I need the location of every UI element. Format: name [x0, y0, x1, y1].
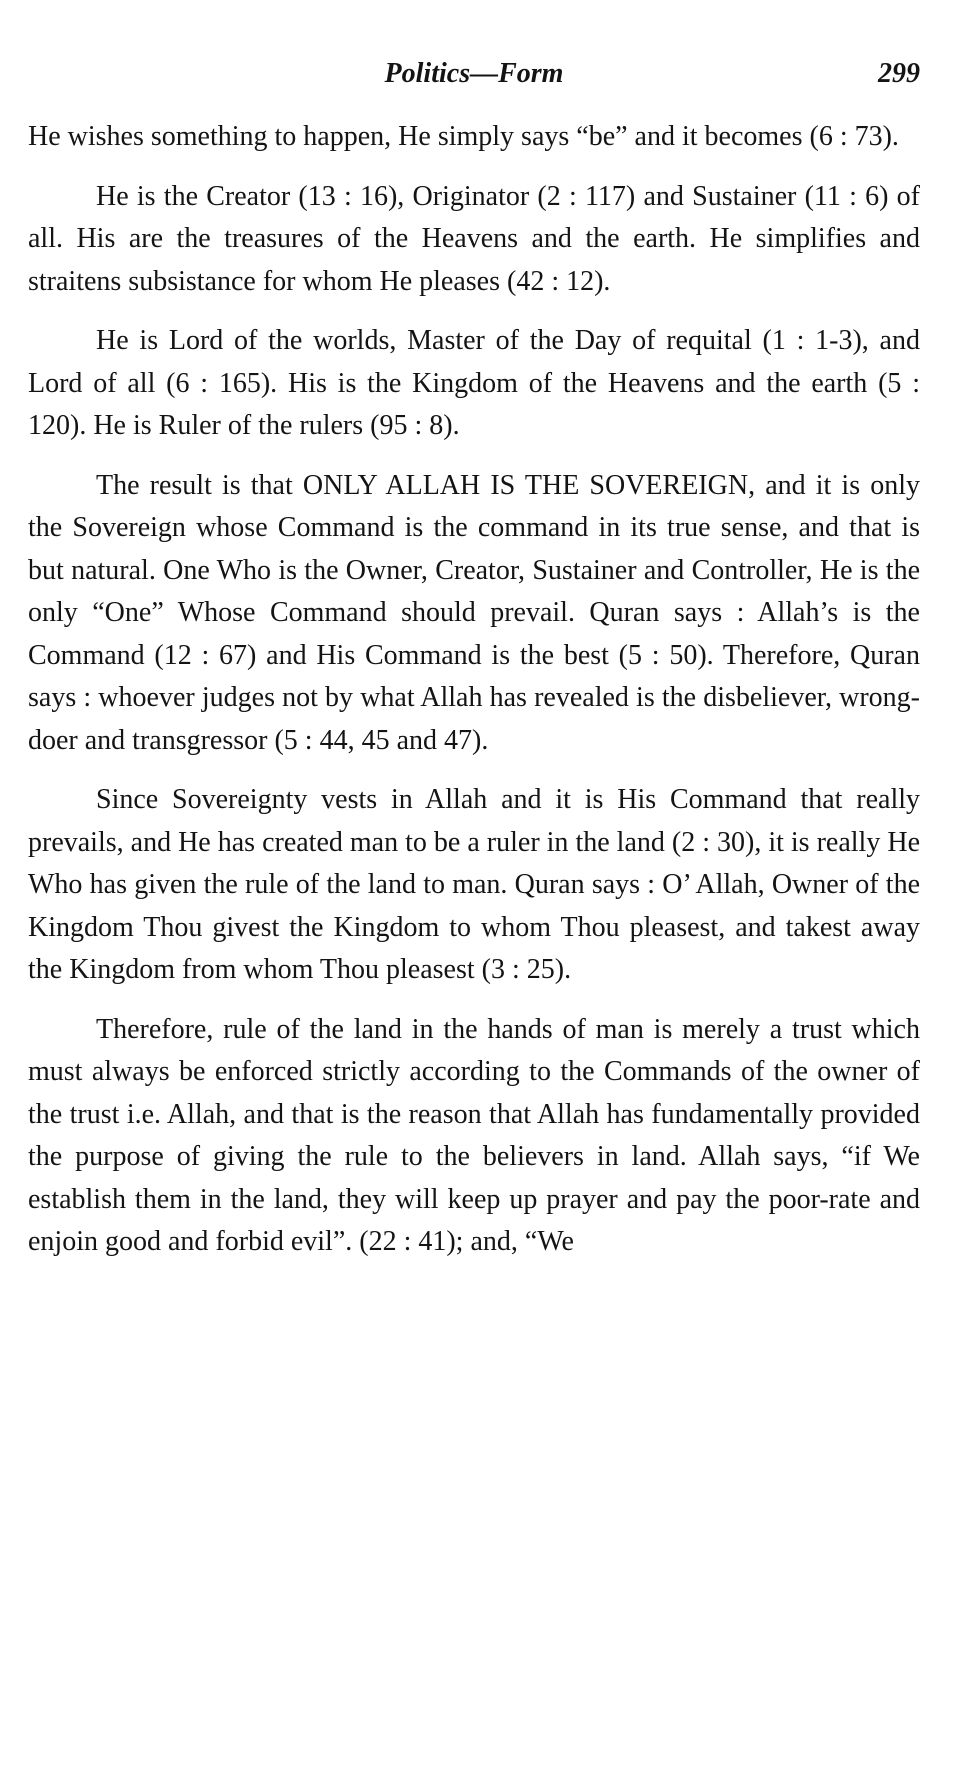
page-number: 299	[878, 58, 920, 89]
running-header	[28, 58, 920, 108]
paragraph-sovereignty: Since Sovereignty vests in Allah and it is His Command that really prevails, and He has created man to be a ruler in the land (2 : 30), it is really He Who has given the rule of the land to man. Quran says : O’ Allah, Owner of the Kingdom Thou givest the Kingdom to whom Thou pleasest, and takest away the Kingdom from whom Thou pleasest (3 : 25).	[28, 784, 920, 985]
paragraph-creator: He is the Creator (13 : 16), Originator (2 : 117) and Sustainer (11 : 6) of all. His are the treasures of the Heavens and the earth. He simplifies and straitens subsistance for whom He pleases (42 : 12).	[28, 180, 920, 297]
running-title: Politics—Form	[384, 58, 564, 89]
body-text	[28, 116, 920, 1264]
paragraph-continuation: He wishes something to happen, He simply says “be” and it becomes (6 : 73).	[28, 121, 899, 152]
paragraph-sovereign: The result is that ONLY ALLAH IS THE SOVEREIGN, and it is only the Sovereign whose Command is the command in its true sense, and that is but natural. One Who is the Owner, Creator, Sustainer and Controller, He is the only “One” Whose Command should prevail. Quran says : Allah’s is the Command (12 : 67) and His Command is the best (5 : 50). Therefore, Quran says : whoever judges not by what Allah has revealed is the disbeliever, wrong-doer and transgressor (5 : 44, 45 and 47).	[28, 469, 920, 756]
paragraph-lord: He is Lord of the worlds, Master of the Day of requital (1 : 1-3), and Lord of all (6 : 165). His is the Kingdom of the Heavens and the earth (5 : 120). He is Ruler of the rulers (95 : 8).	[28, 325, 920, 441]
paragraph-trust: Therefore, rule of the land in the hands of man is merely a trust which must always be enforced strictly according to the Commands of the owner of the trust i.e. Allah, and that is the reason that Allah has fundamentally provided the purpose of giving the rule to the believers in land. Allah says, “if We establish them in the land, they will keep up prayer and pay the poor-rate and enjoin good and forbid evil”. (22 : 41); and, “We	[28, 1013, 920, 1257]
